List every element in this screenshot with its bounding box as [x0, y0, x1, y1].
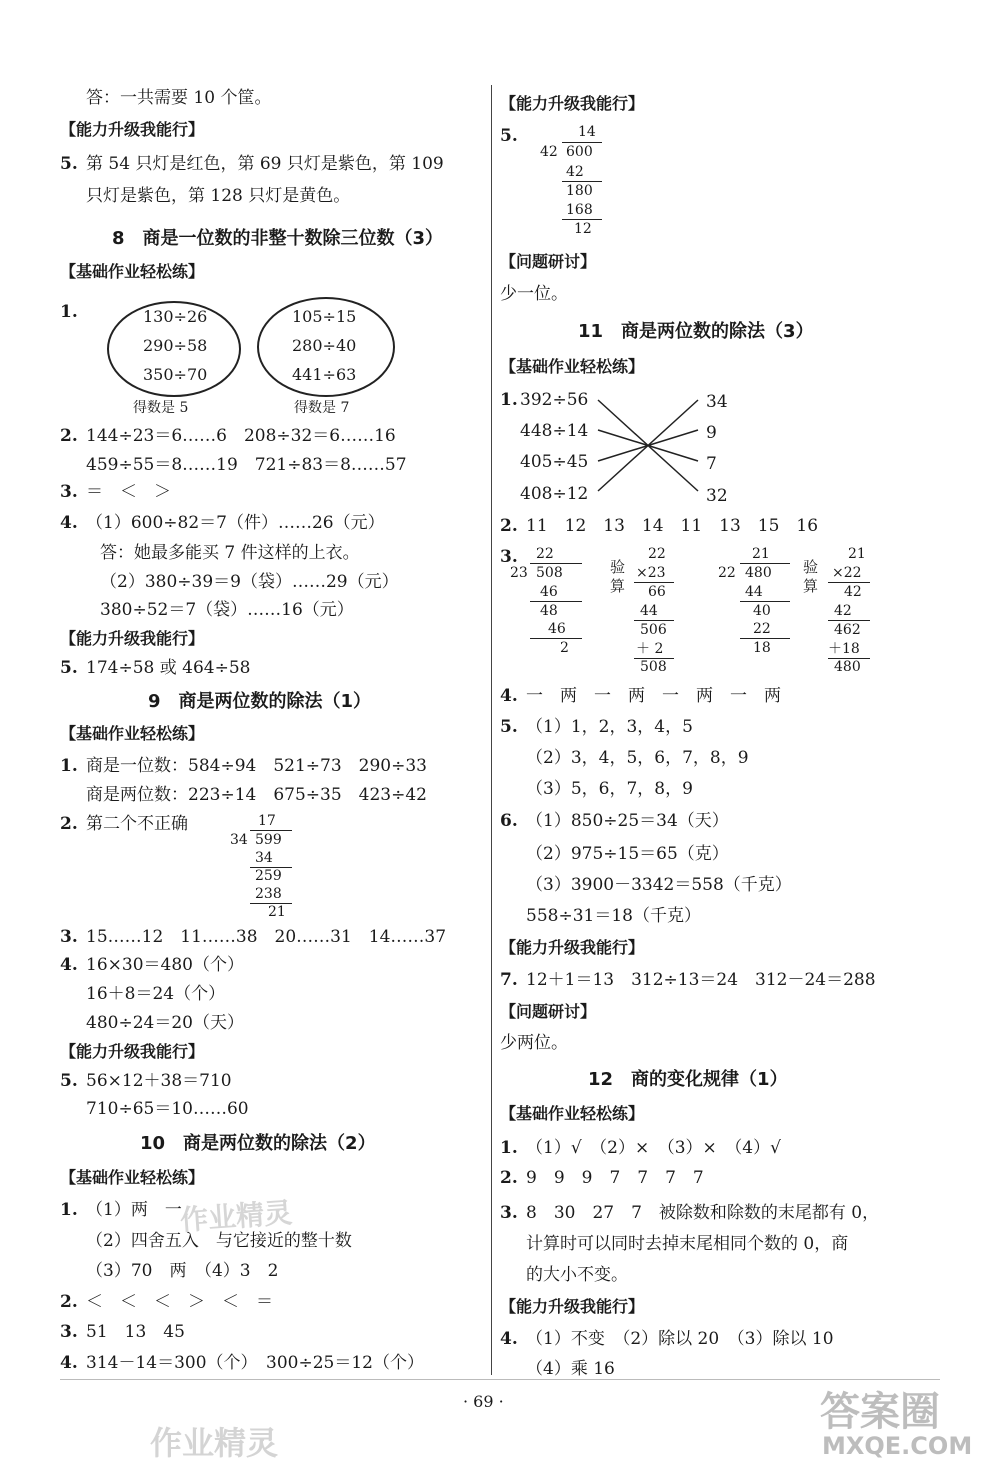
divisor: 23: [510, 565, 528, 581]
answer-text: 一 两 一 两 一 两 一 两: [526, 686, 781, 706]
answer-line: （2）四舍五入 与它接近的整十数: [86, 1231, 352, 1251]
answer-text: 8 30 27 7 被除数和除数的末尾都有 0，: [526, 1203, 880, 1223]
division-rule: [530, 638, 582, 639]
item-number: 4.: [60, 955, 78, 975]
oval-expression: 280÷40: [292, 336, 357, 355]
column-divider: [491, 85, 492, 1375]
answer-line: （3）3900－3342＝558（千克）: [526, 875, 792, 895]
answer-line: [60, 480, 171, 504]
oval-expression: 441÷63: [292, 365, 357, 384]
answer-text: （1）850÷25＝34（天）: [526, 811, 729, 831]
section-heading: 【问题研讨】: [500, 1002, 597, 1021]
remainder: 2: [560, 640, 569, 656]
answer-text: （1）1，2，3，4，5: [526, 717, 693, 737]
division-step: 46: [548, 621, 566, 637]
answer-line: [60, 953, 244, 977]
answer-line: [500, 1327, 834, 1351]
check-step: 42: [844, 584, 862, 600]
division-step: 34: [255, 850, 273, 866]
section-heading: 【能力升级我能行】: [60, 629, 205, 648]
item-number: 7.: [500, 970, 518, 990]
answer-text: （1）√ （2）× （3）× （4）√: [526, 1138, 781, 1158]
divisor: 42: [540, 144, 558, 160]
check-step: 44: [640, 603, 658, 619]
answer-line: [500, 715, 693, 739]
answer-text: 314－14＝300（个） 300÷25＝12（个）: [86, 1353, 424, 1373]
item-number: [60, 300, 78, 324]
answer-line: （3）70 两 （4）3 2: [86, 1261, 279, 1281]
item-number: 2.: [60, 1292, 78, 1312]
check-step: ×22: [832, 565, 862, 581]
matching-lines: [500, 380, 720, 510]
section-heading: 【能力升级我能行】: [60, 120, 205, 139]
answer-text: 144÷23＝6……6 208÷32＝6……16: [86, 426, 396, 446]
answer-line: [60, 424, 396, 448]
match-left-expr: 408÷12: [520, 484, 589, 504]
answer-line: （2）975÷15＝65（克）: [526, 844, 729, 864]
answer-line: 计算时可以同时去掉末尾相同个数的 0，商: [526, 1234, 849, 1254]
answer-line: （2）3，4，5，6，7，8，9: [526, 748, 749, 768]
item-number: 5.: [60, 154, 78, 174]
answer-line: [60, 812, 188, 836]
answer-line: 少两位。: [500, 1033, 568, 1053]
division-step: 238: [255, 886, 282, 902]
answer-text: （1）两 一: [86, 1200, 182, 1220]
answer-line: 少一位。: [500, 284, 568, 304]
answer-text: 第 54 只灯是红色，第 69 只灯是紫色，第 109: [86, 154, 444, 174]
section-heading: 【基础作业轻松练】: [60, 724, 205, 743]
answer-line: [60, 1320, 185, 1344]
item-number: 3.: [60, 482, 78, 502]
page-number: · 69 ·: [463, 1392, 504, 1411]
answer-line: 480÷24＝20（天）: [86, 1013, 244, 1033]
answer-text: 9 9 9 7 7 7 7: [526, 1168, 704, 1188]
check-step: 42: [834, 603, 852, 619]
answer-line: （3）5，6，7，8，9: [526, 779, 693, 799]
check-step: 480: [834, 659, 861, 675]
answer-line: [500, 809, 729, 833]
answer-line: [60, 1351, 424, 1375]
item-number: 5.: [60, 1071, 78, 1091]
item-number: 2.: [500, 516, 518, 536]
item-number-label: 3.: [500, 547, 518, 567]
check-step: 66: [648, 584, 666, 600]
division-step: 48: [540, 603, 558, 619]
lesson-title: 8 商是一位数的非整十数除三位数（3）: [112, 228, 444, 249]
footer-rule: [60, 1379, 940, 1380]
division-step: 168: [566, 202, 593, 218]
answer-line: [60, 656, 250, 680]
answer-line: [500, 968, 876, 992]
match-right-value: 9: [706, 423, 717, 443]
division-step: 180: [566, 183, 593, 199]
answer-line: 答：她最多能买 7 件这样的上衣。: [100, 543, 360, 563]
oval-expression: 105÷15: [292, 307, 357, 326]
lesson-title: 12 商的变化规律（1）: [588, 1069, 788, 1090]
check-step: 506: [640, 622, 667, 638]
division-step: 259: [255, 868, 282, 884]
answer-line: [60, 1069, 232, 1093]
answer-text: 第二个不正确: [86, 814, 188, 834]
check-step: 22: [648, 546, 666, 562]
section-heading: 【基础作业轻松练】: [60, 262, 205, 281]
answer-text: 12＋1＝13 312÷13＝24 312－24＝288: [526, 970, 876, 990]
match-right-value: 34: [706, 392, 728, 412]
match-right-value: 7: [706, 454, 717, 474]
watermark: 作业精灵: [150, 1424, 279, 1462]
answer-line: [500, 1166, 704, 1190]
watermark-url: MXQE.COM: [822, 1432, 973, 1460]
answer-line: 710÷65＝10……60: [86, 1099, 249, 1119]
answer-line: 380÷52＝7（袋）……16（元）: [100, 600, 354, 620]
answer-line: [60, 511, 385, 535]
remainder: 21: [268, 904, 286, 920]
answer-line: 的大小不变。: [526, 1265, 628, 1285]
item-number: 3.: [60, 927, 78, 947]
check-label: 验算: [610, 558, 626, 595]
item-number: 4.: [500, 1329, 518, 1349]
item-number: 3.: [500, 1203, 518, 1223]
item-number-label: 5.: [500, 126, 518, 146]
answer-text: 15……12 11……38 20……31 14……37: [86, 927, 447, 947]
section-heading: 【基础作业轻松练】: [60, 1168, 205, 1187]
answer-line: [60, 152, 444, 176]
answer-line: （4）乘 16: [526, 1359, 615, 1379]
item-number: 1.: [60, 1200, 78, 1220]
answer-text: （1）600÷82＝7（件）……26（元）: [86, 513, 385, 533]
match-left-expr: 405÷45: [520, 452, 589, 472]
item-number: 4.: [60, 1353, 78, 1373]
oval-expression: 350÷70: [143, 365, 208, 384]
section-heading: 【能力升级我能行】: [60, 1042, 205, 1061]
division-step: 42: [566, 164, 584, 180]
item-number: 2.: [60, 814, 78, 834]
answer-line: [500, 1136, 781, 1160]
item-number: 2.: [500, 1168, 518, 1188]
answer-line: [500, 1201, 879, 1225]
division-step: 40: [753, 603, 771, 619]
division-step: 44: [745, 584, 763, 600]
check-step: 21: [848, 546, 866, 562]
item-number: 4.: [500, 686, 518, 706]
section-heading: 【问题研讨】: [500, 252, 597, 271]
answer-text: 16×30＝480（个）: [86, 955, 244, 975]
answer-text: （1）不变 （2）除以 20 （3）除以 10: [526, 1329, 834, 1349]
item-number: 4.: [60, 513, 78, 533]
check-step: ＋18: [828, 641, 860, 657]
section-heading: 【基础作业轻松练】: [500, 357, 645, 376]
remainder: 12: [574, 221, 592, 237]
answer-text: 56×12＋38＝710: [86, 1071, 232, 1091]
check-step: ×23: [636, 565, 666, 581]
quotient: 21: [752, 546, 770, 562]
item-number-label: 1.: [500, 390, 518, 410]
lesson-title: 9 商是两位数的除法（1）: [148, 691, 372, 712]
answer-line: [60, 1198, 182, 1222]
oval-expression: 290÷58: [143, 336, 208, 355]
item-number-label: 1.: [60, 302, 78, 322]
division-step: 22: [753, 621, 771, 637]
answer-text: 51 13 45: [86, 1322, 185, 1342]
match-left-expr: 392÷56: [520, 390, 589, 410]
dividend: 600: [566, 144, 593, 160]
divisor: 22: [718, 565, 736, 581]
lesson-title: 10 商是两位数的除法（2）: [140, 1133, 376, 1154]
check-step: 462: [834, 622, 861, 638]
item-number: 6.: [500, 811, 518, 831]
oval-expression: 130÷26: [143, 307, 208, 326]
match-left-expr: 448÷14: [520, 421, 589, 441]
dividend: 599: [255, 832, 282, 848]
lesson-title: 11 商是两位数的除法（3）: [578, 321, 814, 342]
dividend: 480: [745, 565, 772, 581]
answer-line: [500, 514, 818, 538]
check-step: ＋ 2: [636, 641, 664, 657]
section-heading: 【能力升级我能行】: [500, 94, 645, 113]
answer-line: [60, 925, 446, 949]
divisor: 34: [230, 832, 248, 848]
division-step: 46: [540, 584, 558, 600]
section-heading: 【基础作业轻松练】: [500, 1104, 645, 1123]
answer-line: 16＋8＝24（个）: [86, 984, 226, 1004]
check-label: 验算: [803, 558, 819, 595]
watermark-logo: 答案圈: [820, 1389, 940, 1435]
answer-line: （2）380÷39＝9（袋）……29（元）: [100, 572, 399, 592]
item-number: [500, 124, 518, 148]
remainder: 18: [753, 640, 771, 656]
quotient: 14: [578, 124, 596, 140]
quotient: 17: [258, 813, 276, 829]
item-number: 5.: [60, 658, 78, 678]
answer-text: 11 12 13 14 11 13 15 16: [526, 516, 819, 536]
answer-text: 商是一位数：584÷94 521÷73 290÷33: [86, 756, 427, 776]
quotient: 22: [536, 546, 554, 562]
watermark: 作业精灵: [179, 1196, 294, 1237]
item-number: 5.: [500, 717, 518, 737]
section-heading: 【能力升级我能行】: [500, 1297, 645, 1316]
item-number: 2.: [60, 426, 78, 446]
oval-caption: 得数是 7: [294, 400, 350, 416]
answer-line: 459÷55＝8……19 721÷83＝8……57: [86, 455, 407, 475]
check-step: 508: [640, 659, 667, 675]
answer-line: 商是两位数：223÷14 675÷35 423÷42: [86, 785, 427, 805]
answer-line: 558÷31＝18（千克）: [526, 906, 701, 926]
dividend: 508: [536, 565, 563, 581]
item-number: 1.: [500, 1138, 518, 1158]
item-number: 1.: [60, 756, 78, 776]
oval-caption: 得数是 5: [133, 400, 189, 416]
match-right-value: 32: [706, 486, 728, 506]
answer-text: 174÷58 或 464÷58: [86, 658, 251, 678]
answer-line: [60, 754, 427, 778]
item-number: 3.: [60, 1322, 78, 1342]
answer-text: ＜ ＜ ＜ ＞ ＜ ＝: [86, 1292, 273, 1312]
answer-text: ＝ ＜ ＞: [86, 482, 171, 502]
answer-line: 答：一共需要 10 个筐。: [86, 88, 272, 108]
section-heading: 【能力升级我能行】: [500, 938, 645, 957]
answer-line: [60, 1290, 273, 1314]
answer-line: 只灯是紫色，第 128 只灯是黄色。: [86, 186, 351, 206]
answer-line: [500, 684, 781, 708]
